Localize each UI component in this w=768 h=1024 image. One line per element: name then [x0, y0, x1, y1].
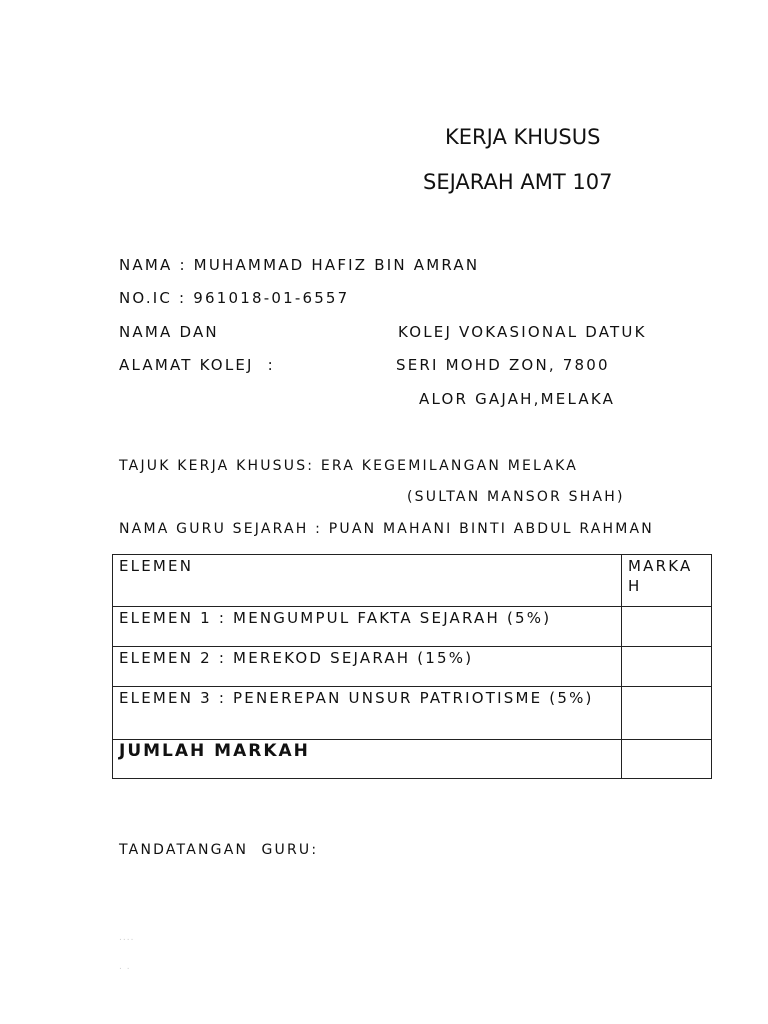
element-3-label: ELEMEN 3 : PENEREPAN UNSUR PATRIOTISME (5%) [113, 687, 622, 740]
table-row [113, 647, 712, 687]
header-marks-cell: MARKAH [622, 555, 712, 607]
teacher-signature-label: TANDATANGAN GURU: [119, 842, 319, 858]
element-1-mark [622, 607, 712, 647]
signature-dots-2: . . [119, 962, 131, 972]
assignment-topic-subline: (SULTAN MANSOR SHAH) [407, 489, 625, 505]
total-label: JUMLAH MARKAH [113, 740, 622, 779]
college-address-line-2: SERI MOHD ZON, 7800 [396, 356, 610, 374]
signature-dots-1: .... [119, 933, 135, 943]
table-row [113, 687, 712, 740]
element-2-mark [622, 647, 712, 687]
element-1-label: ELEMEN 1 : MENGUMPUL FAKTA SEJARAH (5%) [113, 607, 622, 647]
college-address-line-1: KOLEJ VOKASIONAL DATUK [398, 323, 647, 341]
address-label-line-1: NAMA DAN [119, 323, 219, 341]
teacher-name: NAMA GURU SEJARAH : PUAN MAHANI BINTI ABDUL RAHMAN [119, 521, 654, 537]
marks-table [112, 554, 712, 779]
total-mark [622, 740, 712, 779]
document-title: KERJA KHUSUS [445, 125, 601, 149]
document-subtitle: SEJARAH AMT 107 [423, 170, 613, 194]
element-2-label: ELEMEN 2 : MEREKOD SEJARAH (15%) [113, 647, 622, 687]
college-address-line-3: ALOR GAJAH,MELAKA [419, 390, 616, 408]
assignment-topic: TAJUK KERJA KHUSUS: ERA KEGEMILANGAN MELAKA [119, 458, 579, 474]
student-ic: NO.IC : 961018-01-6557 [119, 289, 350, 307]
table-total-row [113, 740, 712, 779]
address-label-line-2: ALAMAT KOLEJ : [119, 356, 275, 374]
student-name: NAMA : MUHAMMAD HAFIZ BIN AMRAN [119, 256, 480, 274]
header-element-cell: ELEMEN [113, 555, 622, 607]
table-header-row [113, 555, 712, 607]
element-3-mark [622, 687, 712, 740]
table-row [113, 607, 712, 647]
